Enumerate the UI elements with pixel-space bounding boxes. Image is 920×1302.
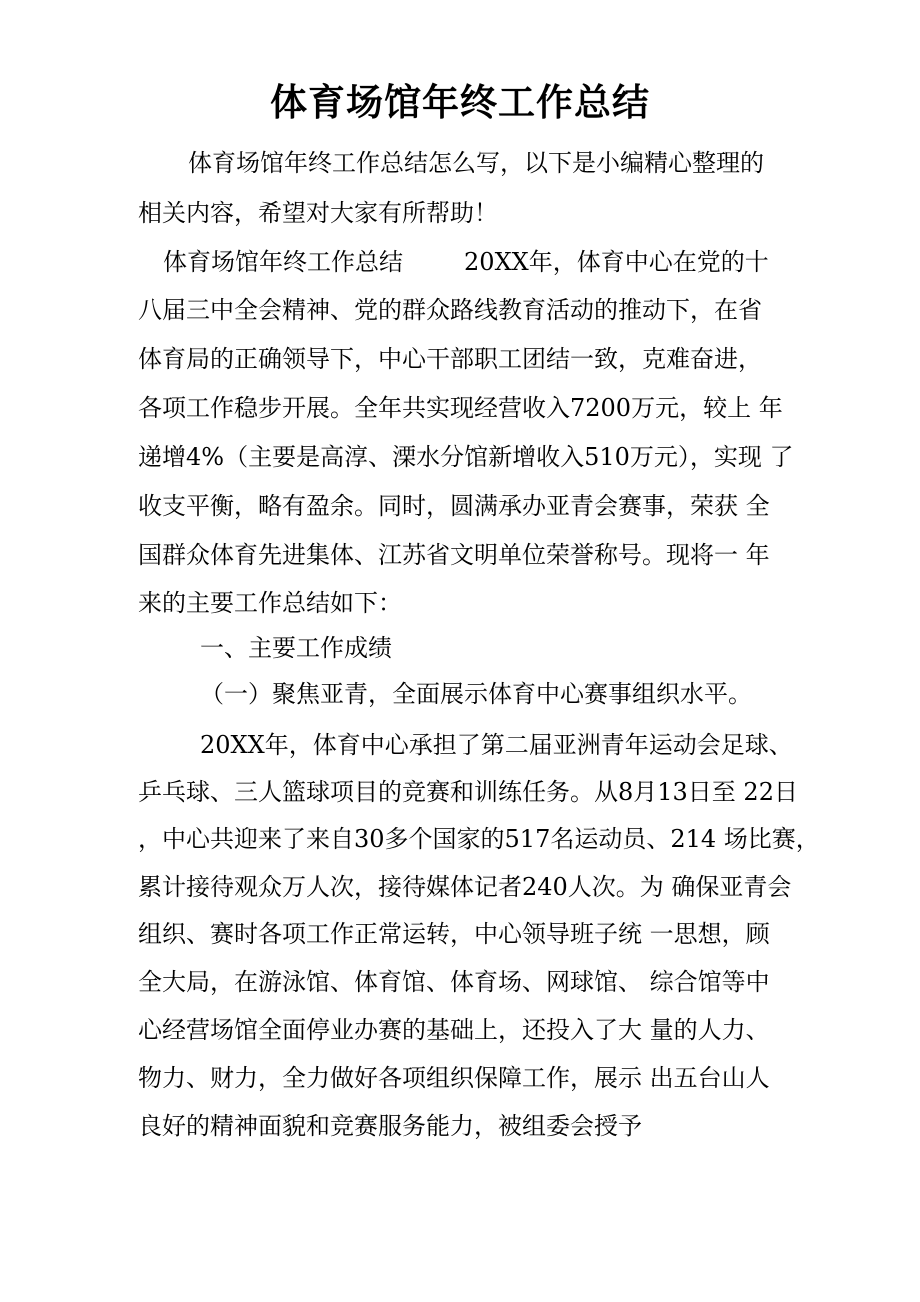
paragraph-line: 20XX年，体育中心承担了第二届亚洲青年运动会足球、: [200, 731, 793, 759]
paragraph-line: 国群众体育先进集体、江苏省文明单位荣誉称号。现将一 年: [138, 541, 770, 569]
paragraph-line: 来的主要工作总结如下：: [138, 589, 402, 617]
paragraph-line: 累计接待观众万人次，接待媒体记者240人次。为 确保亚青会: [138, 873, 792, 901]
paragraph-line: 体育场馆年终工作总结怎么写，以下是小编精心整理的: [188, 149, 764, 177]
paragraph-line: 递增4%（主要是高淳、溧水分馆新增收入510万元），实现 了: [138, 443, 794, 471]
document-title: 体育场馆年终工作总结: [270, 80, 650, 124]
section-heading: 一、主要工作成绩: [200, 634, 392, 662]
paragraph-line: 全大局，在游泳馆、体育馆、体育场、网球馆、 综合馆等中: [138, 968, 770, 996]
paragraph-line: 相关内容，希望对大家有所帮助！: [138, 199, 498, 227]
paragraph-line: ，中心共迎来了来自30多个国家的517名运动员、214 场比赛，: [138, 825, 820, 853]
subsection-heading: （一）聚焦亚青，全面展示体育中心赛事组织水平。: [200, 680, 752, 708]
paragraph-line: 乒乓球、三人篮球项目的竞赛和训练任务。从8月13日至 22日: [138, 778, 798, 806]
paragraph-line: 良好的精神面貌和竞赛服务能力，被组委会授予: [138, 1112, 642, 1140]
paragraph-line: 体育场馆年终工作总结 20XX年，体育中心在党的十: [163, 248, 769, 276]
paragraph-line: 心经营场馆全面停业办赛的基础上，还投入了大 量的人力、: [138, 1016, 770, 1044]
paragraph-line: 体育局的正确领导下，中心干部职工团结一致，克难奋进，: [138, 345, 762, 373]
paragraph-line: 组织、赛时各项工作正常运转，中心领导班子统 一思想，顾: [138, 920, 770, 948]
paragraph-line: 各项工作稳步开展。全年共实现经营收入7200万元，较上 年: [138, 394, 783, 422]
paragraph-line: 收支平衡，略有盈余。同时，圆满承办亚青会赛事，荣获 全: [138, 492, 770, 520]
paragraph-line: 八届三中全会精神、党的群众路线教育活动的推动下，在省: [138, 296, 762, 324]
paragraph-line: 物力、财力，全力做好各项组织保障工作，展示 出五台山人: [138, 1064, 770, 1092]
